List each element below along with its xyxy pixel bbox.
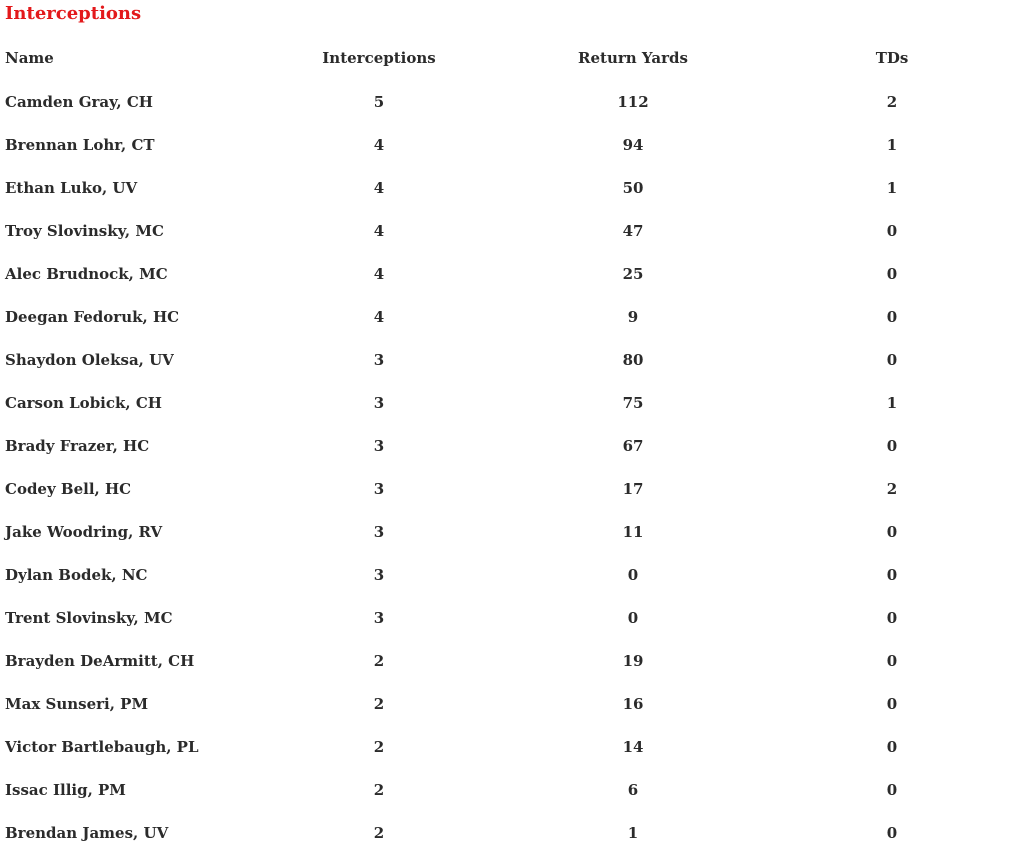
column-header-return-yards: Return Yards — [578, 49, 688, 67]
table-row — [0, 424, 1024, 467]
tds-cell: 0 — [886, 737, 898, 756]
return-yards-cell: 1 — [627, 823, 639, 842]
return-yards-cell: 14 — [622, 737, 644, 756]
return-yards-cell: 6 — [627, 780, 639, 799]
table-body — [0, 80, 1024, 854]
tds-cell: 1 — [886, 178, 898, 197]
tds-cell: 0 — [886, 694, 898, 713]
interceptions-cell: 2 — [373, 694, 385, 713]
player-name-cell: Max Sunseri, PM — [5, 694, 149, 713]
table-row — [0, 80, 1024, 123]
tds-cell: 1 — [886, 393, 898, 412]
interceptions-cell: 3 — [373, 608, 385, 627]
column-header-tds: TDs — [875, 49, 909, 67]
player-name-cell: Ethan Luko, UV — [5, 178, 138, 197]
player-name-cell: Troy Slovinsky, MC — [5, 221, 164, 240]
table-row — [0, 381, 1024, 424]
player-name-cell: Brady Frazer, HC — [5, 436, 150, 455]
return-yards-cell: 9 — [627, 307, 639, 326]
tds-cell: 0 — [886, 436, 898, 455]
column-header-name: Name — [5, 49, 54, 67]
player-name-cell: Trent Slovinsky, MC — [5, 608, 173, 627]
player-name-cell: Issac Illig, PM — [5, 780, 126, 799]
player-name-cell: Alec Brudnock, MC — [5, 264, 168, 283]
interceptions-cell: 4 — [373, 307, 385, 326]
interceptions-cell: 3 — [373, 350, 385, 369]
tds-cell: 2 — [886, 479, 898, 498]
tds-cell: 1 — [886, 135, 898, 154]
tds-cell: 0 — [886, 565, 898, 584]
return-yards-cell: 17 — [622, 479, 644, 498]
player-name-cell: Brendan James, UV — [5, 823, 169, 842]
return-yards-cell: 11 — [622, 522, 644, 541]
return-yards-cell: 112 — [617, 92, 649, 111]
table-row — [0, 338, 1024, 381]
table-row — [0, 467, 1024, 510]
player-name-cell: Codey Bell, HC — [5, 479, 132, 498]
interceptions-cell: 5 — [373, 92, 385, 111]
player-name-cell: Shaydon Oleksa, UV — [5, 350, 174, 369]
table-row — [0, 166, 1024, 209]
interceptions-cell: 2 — [373, 780, 385, 799]
interceptions-cell: 3 — [373, 479, 385, 498]
table-row — [0, 510, 1024, 553]
interceptions-cell: 3 — [373, 436, 385, 455]
tds-cell: 2 — [886, 92, 898, 111]
tds-cell: 0 — [886, 264, 898, 283]
interceptions-cell: 4 — [373, 221, 385, 240]
tds-cell: 0 — [886, 307, 898, 326]
tds-cell: 0 — [886, 221, 898, 240]
return-yards-cell: 94 — [622, 135, 644, 154]
player-name-cell: Carson Lobick, CH — [5, 393, 162, 412]
table-row — [0, 123, 1024, 166]
interceptions-cell: 3 — [373, 522, 385, 541]
tds-cell: 0 — [886, 651, 898, 670]
interceptions-table — [0, 36, 1024, 854]
return-yards-cell: 0 — [627, 565, 639, 584]
return-yards-cell: 50 — [622, 178, 644, 197]
table-row — [0, 553, 1024, 596]
return-yards-cell: 25 — [622, 264, 644, 283]
return-yards-cell: 0 — [627, 608, 639, 627]
player-name-cell: Dylan Bodek, NC — [5, 565, 148, 584]
tds-cell: 0 — [886, 522, 898, 541]
table-row — [0, 252, 1024, 295]
tds-cell: 0 — [886, 780, 898, 799]
player-name-cell: Deegan Fedoruk, HC — [5, 307, 180, 326]
return-yards-cell: 67 — [622, 436, 644, 455]
section-title: Interceptions — [5, 3, 142, 24]
table-row — [0, 295, 1024, 338]
table-header — [0, 36, 1024, 80]
player-name-cell: Camden Gray, CH — [5, 92, 153, 111]
interceptions-cell: 4 — [373, 178, 385, 197]
return-yards-cell: 75 — [622, 393, 644, 412]
tds-cell: 0 — [886, 823, 898, 842]
table-row — [0, 209, 1024, 252]
interceptions-cell: 2 — [373, 737, 385, 756]
table-row — [0, 682, 1024, 725]
interceptions-cell: 3 — [373, 565, 385, 584]
return-yards-cell: 19 — [622, 651, 644, 670]
player-name-cell: Brayden DeArmitt, CH — [5, 651, 195, 670]
column-header-interceptions: Interceptions — [322, 49, 436, 67]
interceptions-cell: 3 — [373, 393, 385, 412]
return-yards-cell: 47 — [622, 221, 644, 240]
interceptions-cell: 4 — [373, 264, 385, 283]
return-yards-cell: 16 — [622, 694, 644, 713]
player-name-cell: Victor Bartlebaugh, PL — [5, 737, 199, 756]
table-row — [0, 639, 1024, 682]
table-row — [0, 768, 1024, 811]
player-name-cell: Jake Woodring, RV — [5, 522, 163, 541]
tds-cell: 0 — [886, 608, 898, 627]
table-row — [0, 725, 1024, 768]
interceptions-cell: 2 — [373, 651, 385, 670]
return-yards-cell: 80 — [622, 350, 644, 369]
tds-cell: 0 — [886, 350, 898, 369]
interceptions-cell: 2 — [373, 823, 385, 842]
header-row — [0, 36, 1024, 80]
interceptions-cell: 4 — [373, 135, 385, 154]
player-name-cell: Brennan Lohr, CT — [5, 135, 155, 154]
table-row — [0, 596, 1024, 639]
